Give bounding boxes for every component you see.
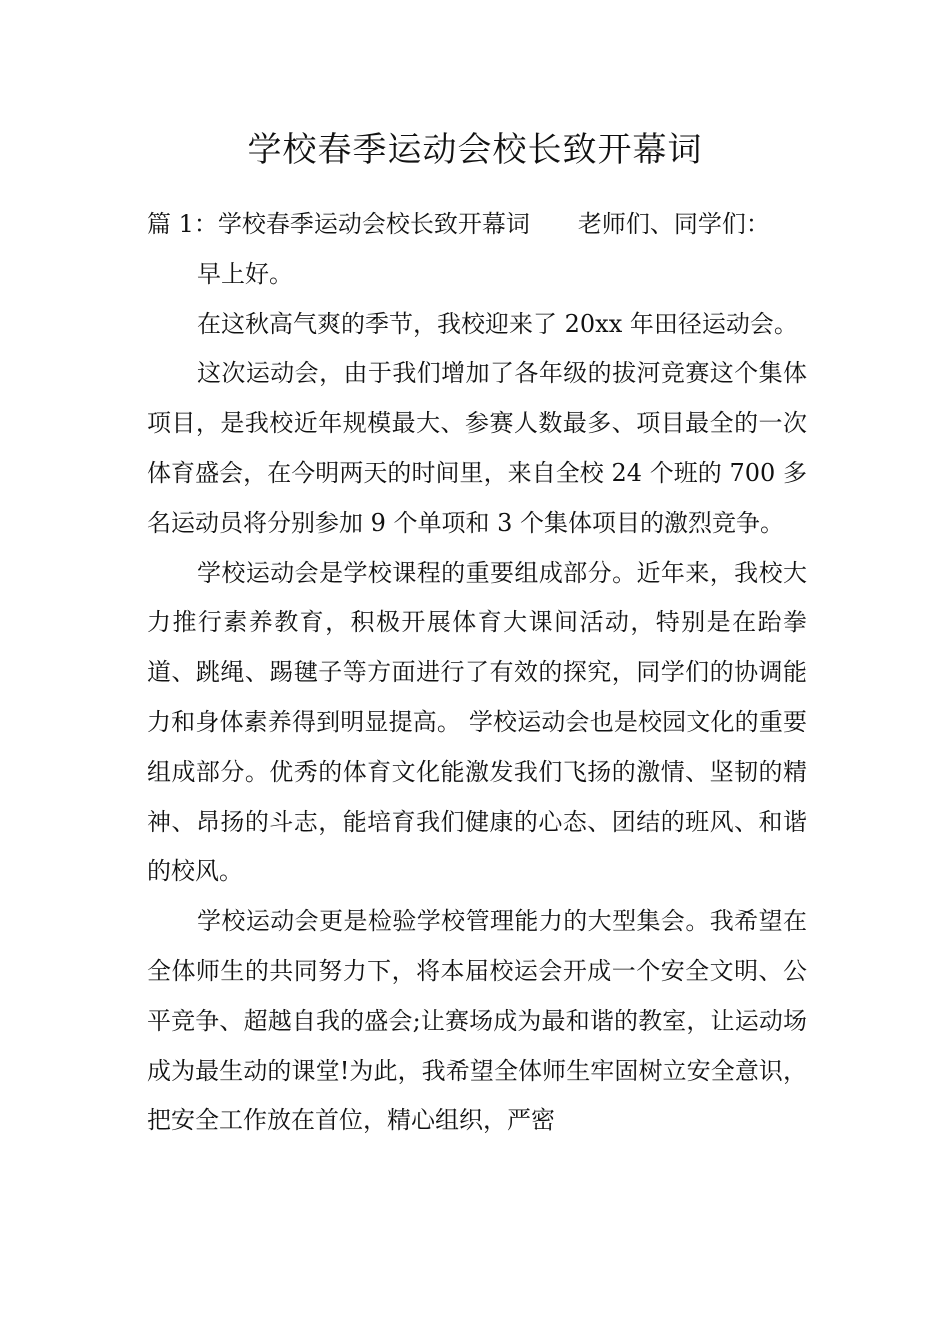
section-label: 篇 1：学校春季运动会校长致开幕词 [147,210,530,238]
paragraph: 在这秋高气爽的季节，我校迎来了 20xx 年田径运动会。 [197,309,798,338]
paragraph: 早上好。 [197,259,293,288]
document-body [147,200,807,1146]
heading-line [147,200,807,250]
paragraph: 这次运动会，由于我们增加了各年级的拔河竞赛这个集体项目，是我校近年规模最大、参赛人数最多、项目最全的一次体育盛会，在今明两天的时间里，来自全校 24 个班的 700 多名运动员将分别参加 9 个单项和 3 个集体项目的激烈竞争。 [147,359,807,537]
salutation: 老师们、同学们： [577,210,770,238]
document-title: 学校春季运动会校长致开幕词 [247,130,703,170]
paragraph: 学校运动会是学校课程的重要组成部分。近年来，我校大力推行素养教育，积极开展体育大课间活动，特别是在跆拳道、跳绳、踢毽子等方面进行了有效的探究，同学们的协调能力和身体素养得到明显提高。 学校运动会也是校园文化的重要组成部分。优秀的体育文化能激发我们飞扬的激情、坚韧的精神、昂扬的斗志，能培育我们健康的心态、团结的班风、和谐的校风。 [147,558,807,886]
paragraph: 学校运动会更是检验学校管理能力的大型集会。我希望在全体师生的共同努力下，将本届校运会开成一个安全文明、公平竞争、超越自我的盛会;让赛场成为最和谐的教室，让运动场成为最生动的课堂!为此，我希望全体师生牢固树立安全意识，把安全工作放在首位，精心组织，严密 [147,907,807,1135]
